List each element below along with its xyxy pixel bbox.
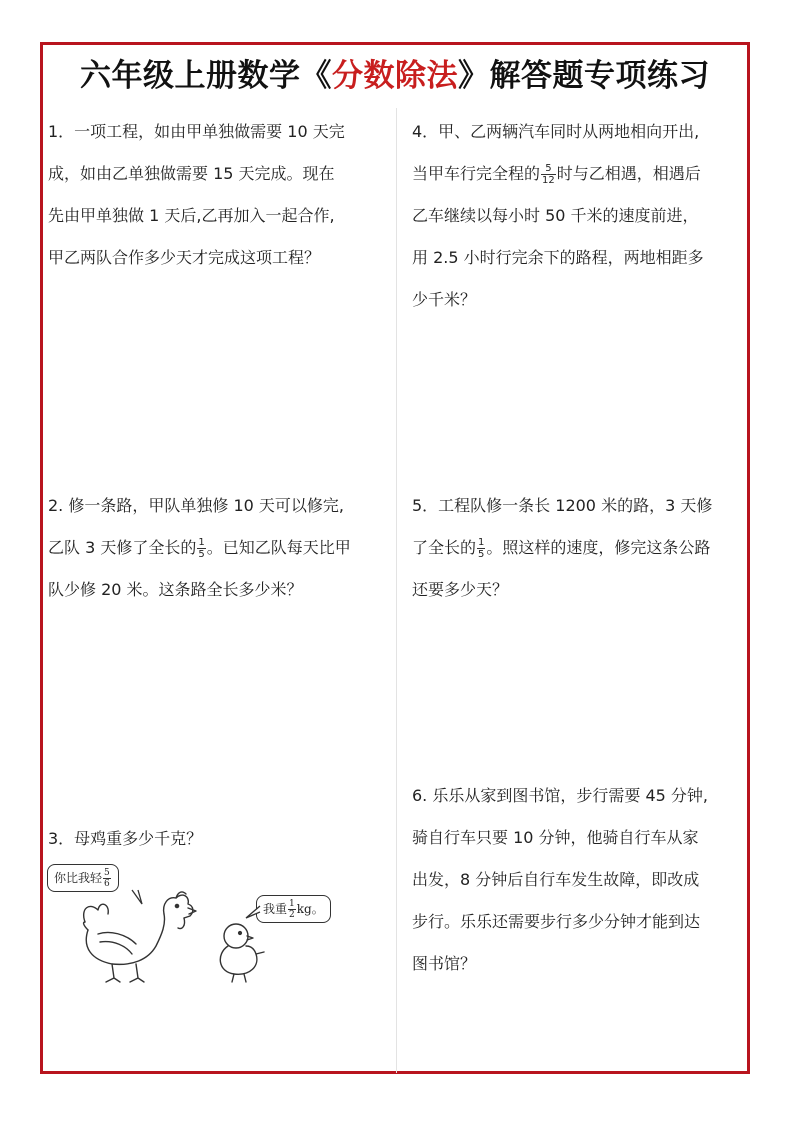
question-4-line-2 bbox=[412, 153, 704, 195]
question-6-line-4: 步行。乐乐还需要步行多少分钟才能到达 bbox=[412, 912, 701, 931]
question-4-fraction bbox=[541, 163, 556, 186]
question-1-line-1: 1．一项工程，如由甲单独做需要 10 天完 bbox=[48, 122, 345, 141]
fraction-numerator: 5 bbox=[104, 868, 110, 878]
question-5-line-2 bbox=[412, 527, 712, 569]
fraction-denominator: 5 bbox=[198, 549, 205, 560]
question-5-line-2-post: 。照这样的速度，修完这条公路 bbox=[486, 538, 711, 557]
chick-bubble-post: kg。 bbox=[296, 902, 324, 916]
question-6-line-1: 6. 乐乐从家到图书馆，步行需要 45 分钟, bbox=[412, 786, 708, 805]
question-2 bbox=[48, 485, 351, 611]
fraction-denominator: 2 bbox=[289, 910, 295, 920]
fraction-numerator: 1 bbox=[198, 537, 205, 548]
question-6-line-3: 出发，8 分钟后自行车发生故障，即改成 bbox=[412, 870, 700, 889]
question-5-line-2-pre: 了全长的 bbox=[412, 538, 477, 557]
question-4-line-2-pre: 当甲车行完全程的 bbox=[412, 164, 541, 183]
question-2-line-3: 队少修 20 米。这条路全长多少米？ bbox=[48, 580, 303, 599]
question-5-line-1: 5．工程队修一条长 1200 米的路，3 天修 bbox=[412, 496, 713, 515]
question-1-line-4: 甲乙两队合作多少天才完成这项工程？ bbox=[48, 248, 321, 267]
question-4-line-3: 乙车继续以每小时 50 千米的速度前进， bbox=[412, 206, 699, 225]
title-suffix: 》解答题专项练习 bbox=[458, 58, 710, 94]
chick-icon bbox=[220, 924, 264, 982]
page-title bbox=[43, 50, 747, 95]
question-5-line-3: 还要多少天？ bbox=[412, 580, 509, 599]
question-2-line-2-pre: 乙队 3 天修了全长的 bbox=[48, 538, 197, 557]
question-6-line-2: 骑自行车只要 10 分钟，他骑自行车从家 bbox=[412, 828, 699, 847]
question-4-line-1: 4．甲、乙两辆汽车同时从两地相向开出, bbox=[412, 122, 700, 141]
hen-bubble-text: 你比我轻 bbox=[54, 871, 103, 885]
question-1-line-3: 先由甲单独做 1 天后,乙再加入一起合作, bbox=[48, 206, 335, 225]
question-6-line-5: 图书馆？ bbox=[412, 954, 477, 973]
question-1-line-2: 成，如由乙单独做需要 15 天完成。现在 bbox=[48, 164, 335, 183]
question-5 bbox=[412, 485, 712, 611]
chicken-illustration bbox=[40, 860, 360, 990]
hen-icon bbox=[84, 892, 196, 982]
fraction-denominator: 5 bbox=[478, 549, 485, 560]
fraction-denominator: 6 bbox=[104, 879, 110, 889]
title-highlight: 分数除法 bbox=[332, 58, 458, 94]
question-4-line-2-post: 时与乙相遇，相遇后 bbox=[556, 164, 701, 183]
question-2-line-1: 2. 修一条路，甲队单独修 10 天可以修完, bbox=[48, 496, 344, 515]
question-1 bbox=[48, 111, 345, 279]
question-3-line-1: 3．母鸡重多少千克？ bbox=[48, 829, 203, 848]
title-prefix: 六年级上册数学《 bbox=[80, 58, 332, 94]
question-4-line-4: 用 2.5 小时行完余下的路程，两地相距多 bbox=[412, 248, 704, 267]
fraction-numerator: 5 bbox=[541, 163, 556, 175]
chick-bubble-pre: 我重 bbox=[263, 902, 288, 916]
fraction-numerator: 1 bbox=[478, 537, 485, 548]
fraction-denominator: 12 bbox=[542, 175, 555, 186]
question-4 bbox=[412, 111, 704, 321]
question-3 bbox=[48, 818, 202, 860]
chick-bubble-tail bbox=[246, 906, 260, 918]
question-2-line-2-post: 。已知乙队每天比甲 bbox=[206, 538, 351, 557]
question-5-fraction bbox=[477, 537, 485, 560]
question-6 bbox=[412, 775, 708, 985]
column-divider bbox=[396, 108, 397, 1073]
question-2-fraction bbox=[197, 537, 205, 560]
fraction-numerator: 1 bbox=[289, 899, 295, 909]
question-2-line-2 bbox=[48, 527, 351, 569]
hen-bubble-tail bbox=[132, 890, 142, 904]
question-4-line-5: 少千米？ bbox=[412, 290, 477, 309]
